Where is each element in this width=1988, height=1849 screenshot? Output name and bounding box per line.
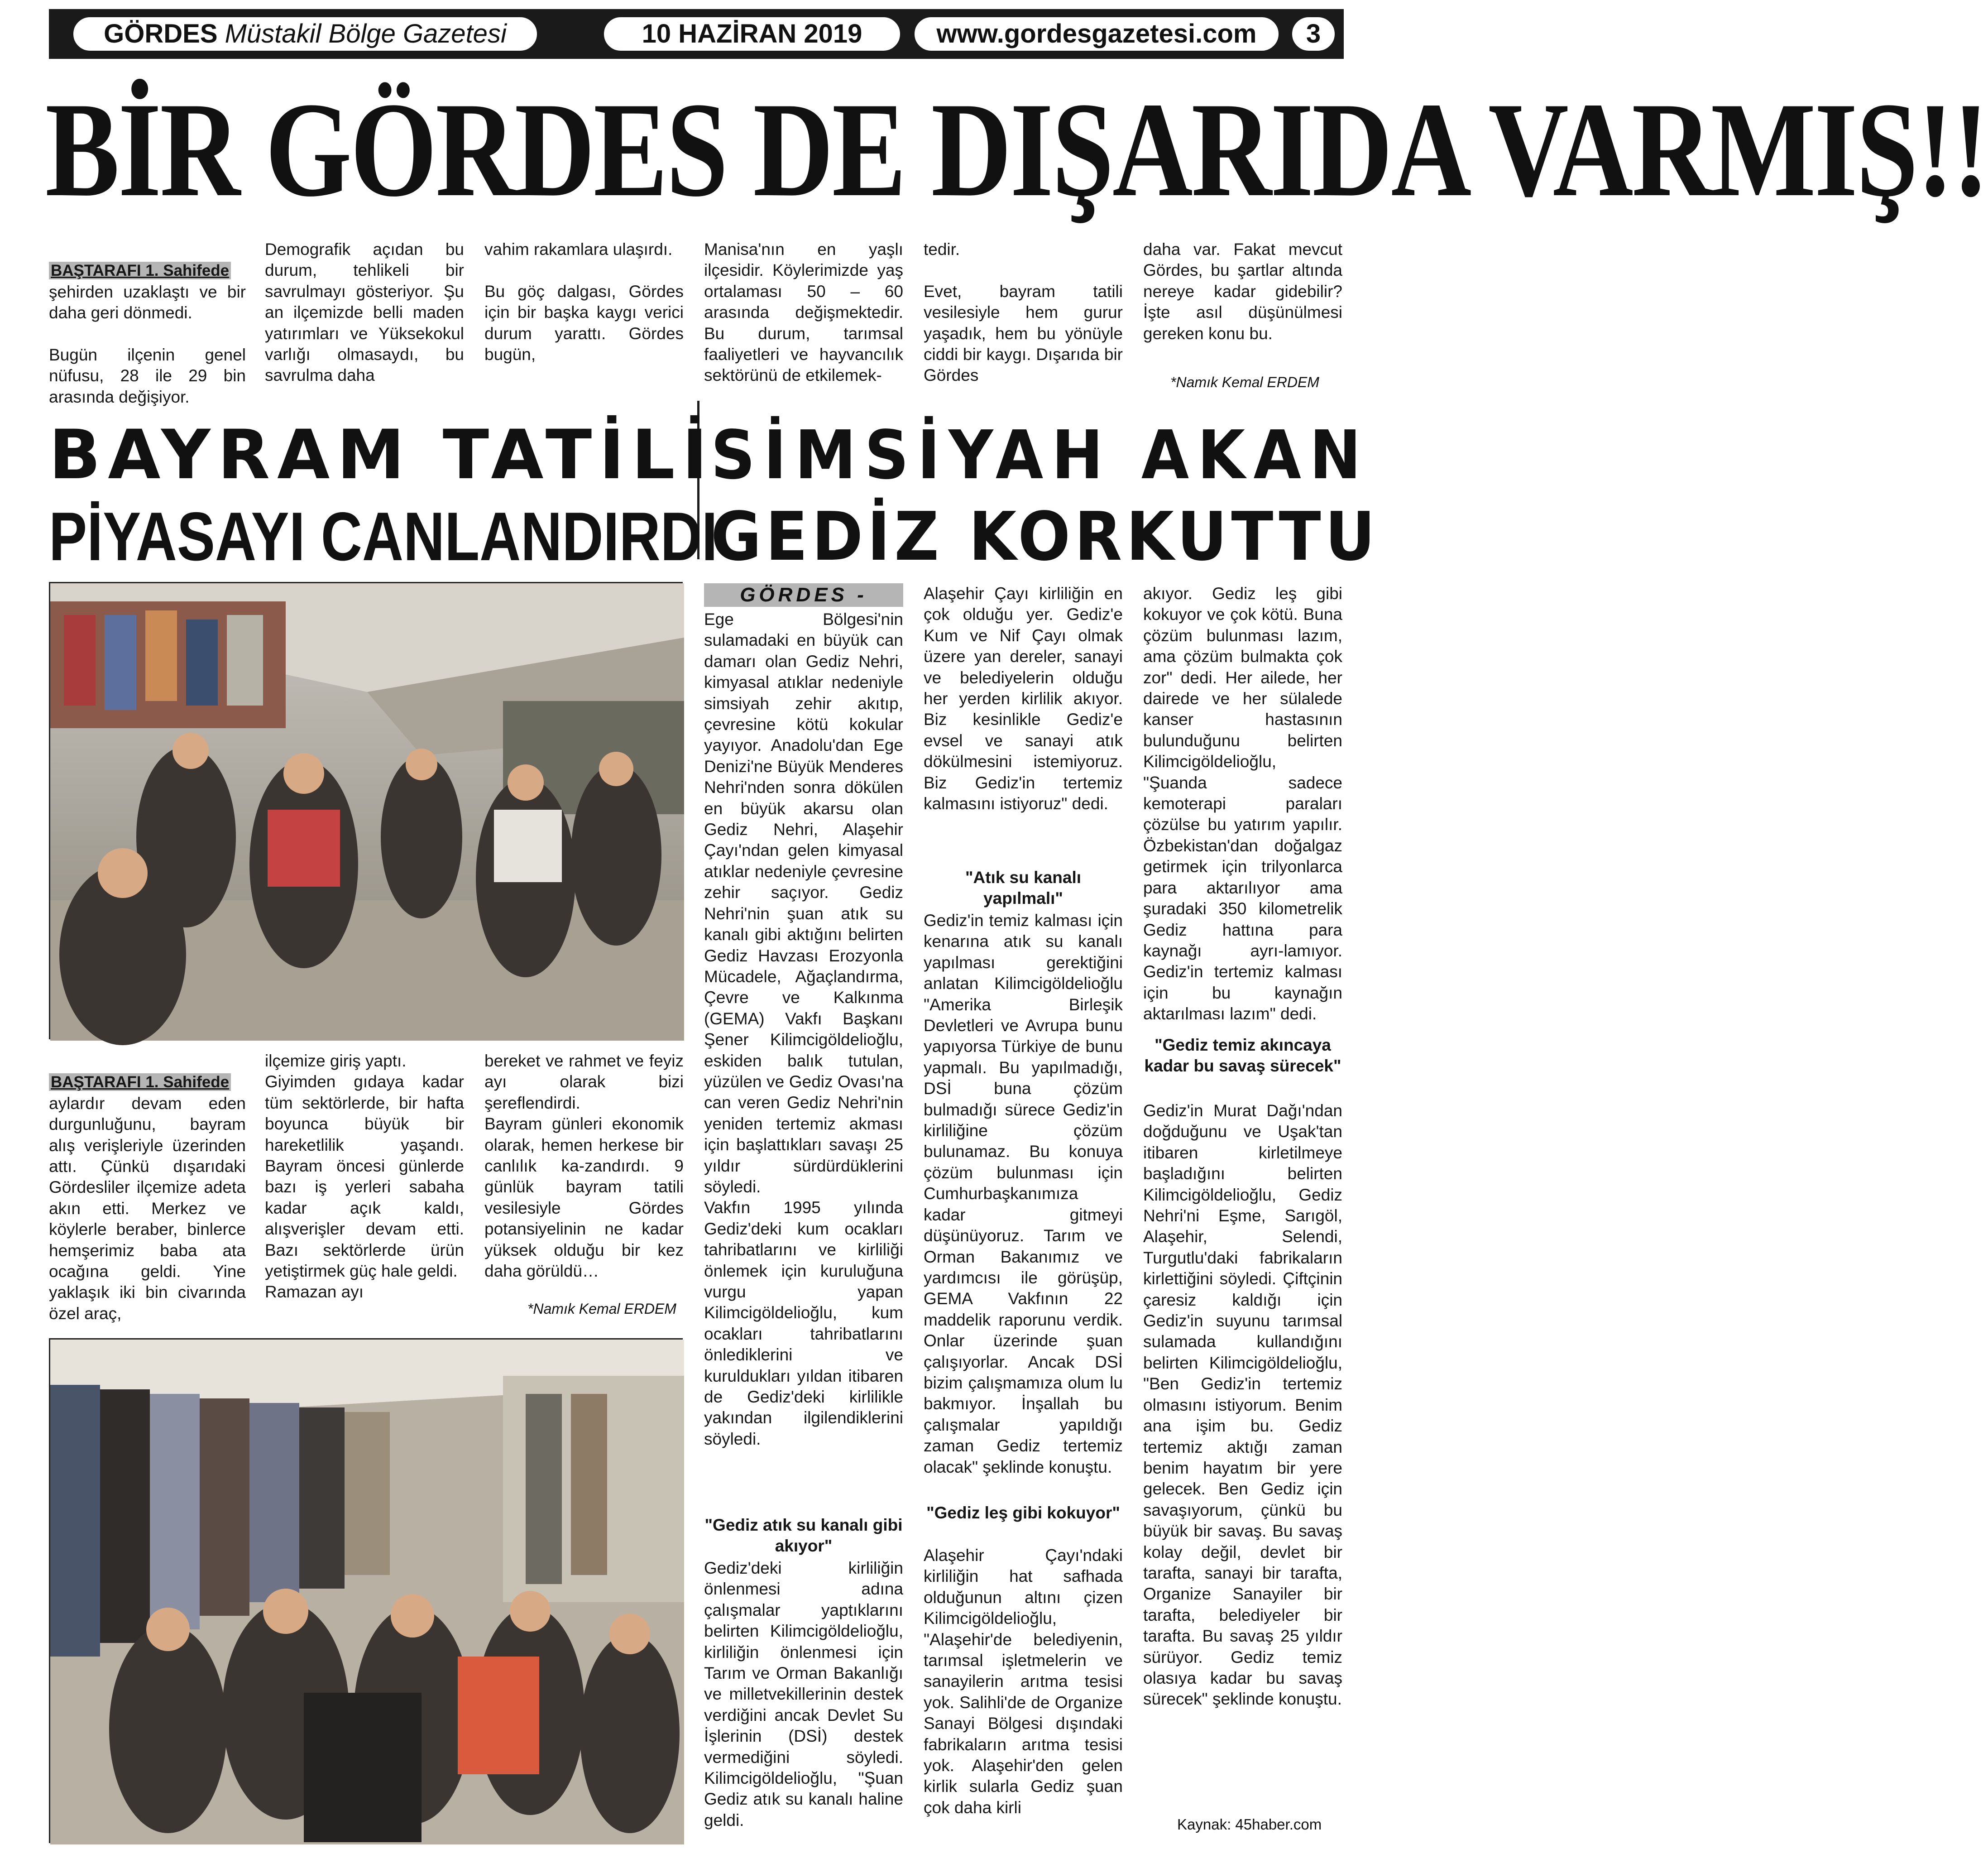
- top-story-col-4: Manisa'nın en yaşlı ilçesidir. Köylerimizde yaş ortalaması 50 – 60 arasında değişmektedir. Bu durum, tarımsal faaliyetleri ve hayvancılık sektörünü de etkilemek-: [704, 240, 903, 385]
- top-story-col-6: daha var. Fakat mevcut Gördes, bu şartlar altında nereye kadar gidebilir? İşte asıl düşünülmesi gereken konu bu.: [1143, 240, 1342, 343]
- left-story-col-3: bereket ve rahmet ve feyiz ayı olarak bizi şereflendirdi. Bayram günleri ekonomik olarak, hemen herkese bir canlılık ka-zandırdı. 9 günlük bayram tatili vesilesiyle Gördes potansiyelinin ne kadar yüksek olduğu bir kez daha görüldü…: [484, 1052, 684, 1281]
- top-story-signature: *Namık Kemal ERDEM: [1170, 374, 1319, 390]
- left-continued-tag: BAŞTARAFI 1. Sahifede: [49, 1073, 231, 1091]
- top-story-col-1: [49, 239, 246, 407]
- issue-date-pill: [603, 16, 901, 52]
- paper-name-pill: [72, 16, 538, 52]
- top-story-col-1-text: şehirden uzaklaştı ve bir daha geri dönmedi. Bugün ilçenin genel nüfusu, 28 ile 29 bin arasında değişiyor.: [49, 282, 246, 406]
- right-story-col-3b: Gediz'in Murat Dağı'ndan doğduğunu ve Uşak'tan itibaren kirletilmeye başladığını belirten Kilimcigöldelioğlu, Gediz Nehri'ni Eşme, Sarıgöl, Alaşehir, Selendi, Turgutlu'daki fabrikaların kirlettiğini söyledi. Çiftçinin çaresiz kaldığı için Gediz'in suyunu tarımsal sulamada kullandığını belirten Kilimcigöldelioğlu, "Ben Gediz'in tertemiz olmasını istiyorum. Benim ana işim bu. Gediz tertemiz aktığı zaman benim hayatım bir yere gelecek. Ben Gediz için savaşıyorum, çünkü bu büyük bir savaş. Bu savaş kolay değil, devlet bir tarafta, sanayi bir tarafta, Organize Sanayiler bir tarafta, belediyeler bir tarafta. Bu savaş 25 yıldır sürüyor. Gediz temiz olasıya kadar bu savaş sürecek" şeklinde konuştu.: [1143, 1101, 1342, 1709]
- right-story-headline-line2: GEDİZ KORKUTTU: [711, 498, 1380, 576]
- website-link[interactable]: www.gordesgazetesi.com: [936, 19, 1257, 48]
- source-credit: Kaynak: 45haber.com: [1177, 1816, 1322, 1833]
- right-story-subhead-3: "Gediz leş gibi kokuyor": [926, 1503, 1120, 1522]
- right-story-col-2b: Gediz'in temiz kalması için kenarına atık su kanalı yapılması gerektiğini anlatan Kilimcigöldelioğlu "Amerika Birleşik Devletleri ve Avrupa bunu yapıyorsa Türkiye de bunu yapmalı. Bu yapılmadığı, DSİ buna çözüm bulmadığı sürece Gediz'in kirliliğine çözüm bulunamaz. Bu konuya çözüm bulunması için Cumhurbaşkanımıza kadar gitmeyi düşünüyoruz. Tarım ve Orman Bakanımız ve yardımcısı ile görüşüp, GEMA Vakfının 22 maddelik raporunu verdik. Onlar üzerinde şuan çalışıyorlar. Ancak DSİ bizim çalışmamıza olum lu bakmıyor. İnşallah bu çalışmalar yapıldığı zaman Gediz tertemiz olacak" şeklinde konuştu.: [924, 911, 1123, 1476]
- top-story-col-5: tedir. Evet, bayram tatili vesilesiyle hem gurur yaşadık, hem bu yönüyle ciddi bir kaygı. Dışarıda bir Gördes: [924, 240, 1123, 385]
- left-story-col-1: [49, 1051, 246, 1327]
- page-number: 3: [1306, 19, 1321, 48]
- left-story-headline-line1: BAYRAM TATİLİ: [49, 416, 715, 495]
- paper-subtitle: Müstakil Bölge Gazetesi: [225, 19, 507, 48]
- left-story-signature: *Namık Kemal ERDEM: [527, 1301, 676, 1317]
- top-story-col-2: Demografik açıdan bu durum, tehlikeli bir savrulmayı gösteriyor. Şu an ilçemizde belli maden yatırımları ve Yüksekokul varlığı olmasaydı, bu savrulma daha: [265, 240, 464, 385]
- right-story-col-2: Alaşehir Çayı kirliliğin en çok olduğu yer. Gediz'e Kum ve Nif Çayı olmak üzere yan dereler, sanayi ve belediyelerin olduğu her yerden kirlilik akıyor. Biz kesinlikle Gediz'e evsel ve sanayi atık dökülmesini istemiyoruz. Biz Gediz'in tertemiz kalmasını istiyoruz" dedi.: [924, 584, 1123, 813]
- right-story-col-1b: Gediz'deki kirliliğin önlenmesi adına çalışmalar yaptıklarını belirten Kilimcigöldelioğlu, kirliliğin önlenmesi için Tarım ve Orman Bakanlığı ve milletvekillerinin destek verdiğini ancak Devlet Su İşlerinin (DSİ) destek vermediğini söyledi. Kilimcigöldelioğlu, "Şuan Gediz atık su kanalı haline geldi.: [704, 1559, 903, 1830]
- fabric-stalls-photo: [49, 1338, 683, 1843]
- left-story-col-2: ilçemize giriş yaptı. Giyimden gıdaya kadar tüm sektörlerde, bir hafta boyunca büyük bir hareketlilik yaşandı. Bayram öncesi günlerde bazı iş yerleri sabaha kadar açık kaldı, alışverişler devam etti. Bazı sektörlerde ürün yetiştirmek güç hale geldi. Ramazan ayı: [265, 1052, 464, 1302]
- market-crowd-photo: [49, 582, 683, 1039]
- continued-tag: BAŞTARAFI 1. Sahifede: [49, 262, 231, 279]
- right-story-col-2c: Alaşehir Çayı'ndaki kirliliğin hat safhada olduğunun altını çizen Kilimcigöldelioğlu, "Alaşehir'de belediyenin, tarımsal işletmelerin ve sanayilerin arıtma tesisi yok. Salihli'de de Organize Sanayi Bölgesi dışındaki fabrikaların arıtma tesisi yok. Alaşehir'den gelen kirlik sularla Gediz şuan çok daha kirli: [924, 1546, 1123, 1817]
- right-story-subhead-2: "Atık su kanalı yapılmalı": [965, 868, 1082, 908]
- right-story-col-3: akıyor. Gediz leş gibi kokuyor ve çok kötü. Buna çözüm bulunması lazım, ama çözüm bulmakta çok zor" dedi. Her ailede, her dairede ve her sülalede kanser hastasının bulunduğunu belirten Kilimcigöldelioğlu, "Şuanda sadece kemoterapi paraları çözülse bu yatırım yapılır. Özbekistan'dan doğalgaz getirmek için trilyonlarca para aktarılıyor ama şuradaki 350 kilometrelik Gediz hattına para kaynağı ayrı-lamıyor. Gediz'in tertemiz kalması için bu kaynağın aktarılması lazım" dedi.: [1143, 584, 1342, 1023]
- right-story-col-1: Ege Bölgesi'nin sulamadaki en büyük can damarı olan Gediz Nehri, kimyasal atıklar nedeniyle simsiyah zehir akıtıp, çevresine kötü kokular yayıyor. Anadolu'dan Ege Denizi'ne Büyük Menderes Nehri'nden sonra dökülen en büyük akarsu olan Gediz Nehri, Alaşehir Çayı'ndan gelen kimyasal atıklar nedeniyle çevresine zehir saçıyor. Gediz Nehri'nin şuan atık su kanalı gibi aktığını belirten Gediz Havzası Erozyonla Mücadele, Ağaçlandırma, Çevre ve Kalkınma (GEMA) Vakfı Başkanı Şener Kilimcigöldelioğlu, eskiden balık tutulan, yüzülen ve Gediz Ovası'na can veren Gediz Nehri'nin yeniden tertemiz akması için başlattıkları savaşı 25 yıldır sürdürdüklerini söyledi. Vakfın 1995 yılında Gediz'deki kum ocakları tahribatlarını ve kirliliği önlemek için kuruluğuna vurgu yapan Kilimcigöldelioğlu, kum ocakları tahribatlarını önlediklerini ve kuruldukları yıldan itibaren de Gediz'deki kirlilikle yakından ilgilendiklerini söyledi.: [704, 610, 903, 1448]
- right-story-headline-line1: SİMSİYAH AKAN: [711, 416, 1370, 494]
- masthead-bar: [49, 9, 1344, 59]
- paper-name: GÖRDES: [104, 19, 218, 48]
- issue-date: 10 HAZİRAN 2019: [642, 19, 862, 48]
- left-story-col-1-text: aylardır devam eden durgunluğunu, bayram alış verişleriyle üzerinden attı. Çünkü dışarıdaki Gördesliler ilçemize adeta akın etti. Merkez ve köylerle beraber, binlerce hemşerimiz baba ata ocağına geldi. Yine yaklaşık iki bin civarında özel araç,: [49, 1094, 246, 1323]
- right-story-subhead-1: "Gediz atık su kanalı gibi akıyor": [704, 1516, 903, 1556]
- right-story-subhead-4: "Gediz temiz akıncaya kadar bu savaş sürecek": [1144, 1036, 1341, 1076]
- location-tag: GÖRDES -: [704, 583, 903, 607]
- website-pill: [913, 16, 1280, 52]
- left-story-headline-line2: PİYASAYI CANLANDIRDI: [49, 498, 718, 575]
- top-story-headline: BİR GÖRDES DE DIŞARIDA VARMIŞ!!: [45, 74, 1988, 225]
- page-number-pill: [1291, 16, 1336, 52]
- top-story-col-3: vahim rakamlara ulaşırdı. Bu göç dalgası, Gördes için bir başka kaygı verici durum yarattı. Gördes bugün,: [484, 240, 684, 364]
